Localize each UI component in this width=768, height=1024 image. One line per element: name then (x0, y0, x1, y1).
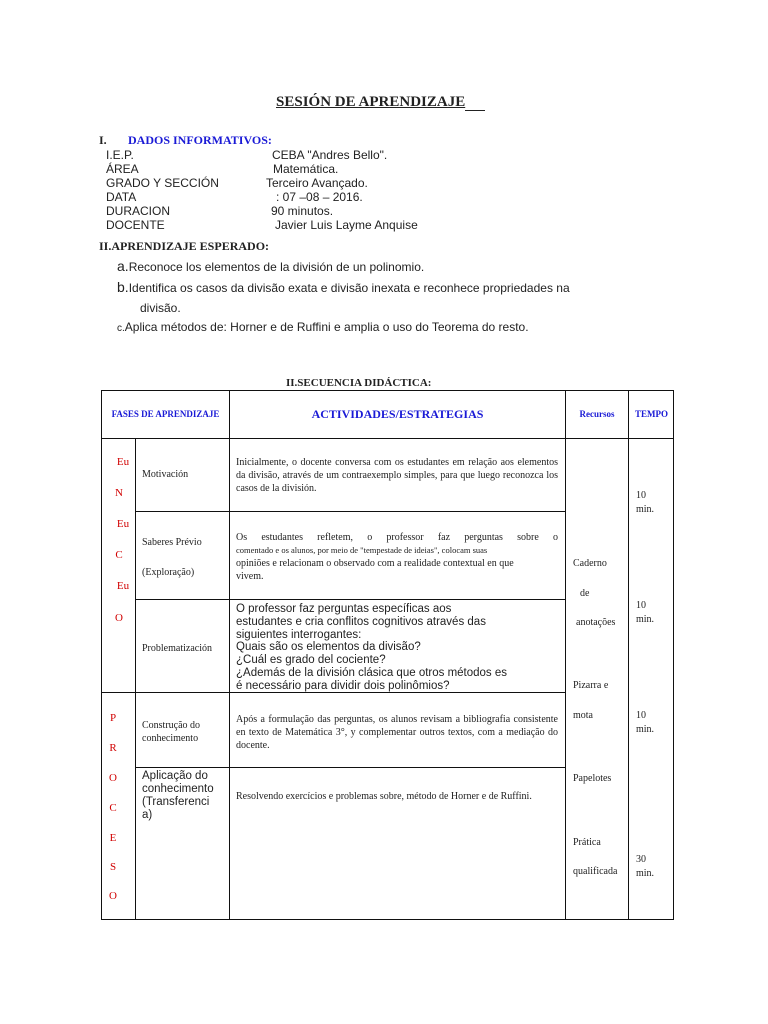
phase-letter: C (115, 549, 123, 561)
resource-text: Caderno (573, 558, 607, 569)
section-3-label: II.SECUENCIA DIDÁCTICA: (286, 377, 432, 389)
info-value: Matemática. (273, 162, 339, 176)
phase-letter: N (115, 487, 123, 499)
activity-line: siguientes interrogantes: (236, 628, 362, 641)
page-title: SESIÓN DE APRENDIZAJE (276, 94, 485, 111)
info-row-grado (0, 176, 768, 190)
info-key: DOCENTE (106, 218, 165, 232)
objective-a (117, 258, 424, 274)
tempo-value (636, 853, 654, 881)
phase-name-motivacion: Motivación (142, 469, 189, 480)
info-value: Javier Luis Layme Anquise (275, 218, 418, 232)
phase-name-exploracao: (Exploração) (142, 567, 195, 578)
row-divider (135, 511, 566, 512)
objective-marker: b. (117, 279, 129, 295)
info-row-area (0, 162, 768, 176)
activity-line: vivem. (236, 571, 264, 582)
section-1-number: I. (99, 133, 107, 147)
resource-text: anotações (576, 617, 616, 628)
tempo-unit: min. (636, 504, 655, 515)
phase-name-line: conhecimento (142, 783, 214, 795)
objective-c (117, 320, 529, 334)
activity-line: é necessário para dividir dois polinômios? (236, 679, 450, 692)
tempo-number: 10 (636, 490, 646, 501)
tempo-unit: min. (636, 614, 655, 625)
objective-text: Reconoce los elementos de la división de un polinomio. (128, 260, 425, 274)
objective-text: Identifica os casos da divisão exata e divisão inexata e reconhece propriedades na (128, 281, 570, 295)
phase-name-saberes: Saberes Prévio (142, 537, 202, 548)
resource-text: mota (573, 710, 593, 721)
phase-name-problematizacion: Problematización (142, 643, 212, 654)
phase-letter: O (109, 772, 117, 784)
phase-letter: S (109, 861, 117, 873)
activity-motivacion: Inicialmente, o docente conversa com os estudantes em relação aos elementos da divisão, através de um contraexemplo simples, para que luego reconozca los casos de la división. (236, 457, 558, 494)
header-tempo: TEMPO (635, 409, 668, 419)
section-1-label: DADOS INFORMATIVOS: (128, 133, 272, 147)
row-divider (135, 767, 566, 768)
tempo-value (636, 489, 654, 517)
info-row-data (0, 190, 768, 204)
phase-name-line: Construção do (142, 720, 201, 731)
resource-text: Prática (573, 837, 601, 848)
activity-line: estudantes e cria conflitos cognitivos através das (236, 615, 486, 628)
activity-line: Os estudantes refletem, o professor faz perguntas sobre o (236, 532, 558, 543)
phase-name-line: (Transferenci (142, 796, 210, 808)
phase-letter: Eu (116, 456, 130, 468)
phase-letter: Eu (116, 580, 130, 592)
phase-letter: C (109, 802, 117, 814)
objective-marker: c. (117, 323, 125, 334)
phase-name-line: Aplicação do (142, 770, 208, 782)
phase-name-aplicacao (142, 770, 214, 822)
phase-letter: O (115, 612, 123, 624)
objective-marker: a. (117, 258, 129, 274)
phase-name-line: conhecimento (142, 733, 199, 744)
activity-line: opiniões e relacionam o observado com a realidade contextual en que (236, 558, 514, 569)
activity-line: comentado e os alunos, por meio de "tempestade de ideias", colocam suas (236, 545, 488, 555)
phase-letter: Eu (116, 518, 130, 530)
tempo-number: 30 (636, 854, 646, 865)
activity-line: O professor faz perguntas específicas aos (236, 603, 452, 615)
info-key: DATA (106, 190, 137, 204)
tempo-unit: min. (636, 724, 655, 735)
phase-name-line: a) (142, 809, 153, 821)
phase-letter: R (109, 742, 117, 754)
info-key: ÁREA (106, 162, 139, 176)
phase-letter: O (109, 890, 117, 902)
info-value: : 07 –08 – 2016. (276, 190, 363, 204)
activity-line: ¿Además de la división clásica que otros métodos es (236, 666, 508, 679)
row-divider (135, 599, 566, 600)
objective-text: divisão. (140, 301, 181, 315)
section-2-label: II.APRENDIZAJE ESPERADO: (99, 239, 270, 253)
info-key: DURACION (106, 204, 171, 218)
header-actividades: ACTIVIDADES/ESTRATEGIAS (311, 407, 484, 421)
resource-text: Papelotes (573, 773, 612, 784)
activity-line: ¿Cuál es grado del cociente? (236, 654, 386, 667)
tempo-number: 10 (636, 600, 646, 611)
activity-problematizacion (236, 603, 561, 693)
tempo-value (636, 599, 654, 627)
objective-text: Aplica métodos de: Horner e de Ruffini e amplia o uso do Teorema do resto. (124, 320, 529, 334)
info-key: I.E.P. (106, 148, 134, 162)
activity-construcao: Após a formulação das perguntas, os alunos revisam a bibliografia consistente en texto de Matemática 3°, y complementar outros textos, com a mediação do docente. (236, 714, 558, 751)
table-header-divider (101, 438, 674, 439)
phase-letter: E (109, 832, 117, 844)
resource-text: Pizarra e (573, 680, 609, 691)
objective-b (117, 279, 570, 295)
resource-text: qualificada (573, 866, 618, 877)
tempo-value (636, 709, 654, 737)
col-divider (135, 438, 136, 920)
info-row-docente (0, 218, 768, 232)
col-divider (628, 390, 629, 920)
resource-text: de (580, 588, 590, 599)
col-divider (565, 390, 566, 920)
activity-saberes (236, 531, 558, 583)
info-row-iep (0, 148, 768, 162)
phase-letter: P (109, 712, 117, 724)
header-fases: FASES DE APRENDIZAJE (111, 409, 220, 419)
info-value: Terceiro Avançado. (266, 176, 368, 190)
col-divider (229, 390, 230, 920)
activity-aplicacao: Resolvendo exercícios e problemas sobre, método de Horner e de Ruffini. (236, 791, 532, 802)
header-recursos: Recursos (579, 409, 615, 419)
tempo-number: 10 (636, 710, 646, 721)
info-row-duracion (0, 204, 768, 218)
objective-b-continued (140, 301, 181, 315)
tempo-unit: min. (636, 868, 655, 879)
phase-name-construcao (142, 719, 200, 745)
info-value: CEBA "Andres Bello". (272, 148, 388, 162)
activity-line: Quais são os elementos da divisão? (236, 641, 421, 654)
info-value: 90 minutos. (271, 204, 334, 218)
info-key: GRADO Y SECCIÓN (106, 176, 219, 190)
